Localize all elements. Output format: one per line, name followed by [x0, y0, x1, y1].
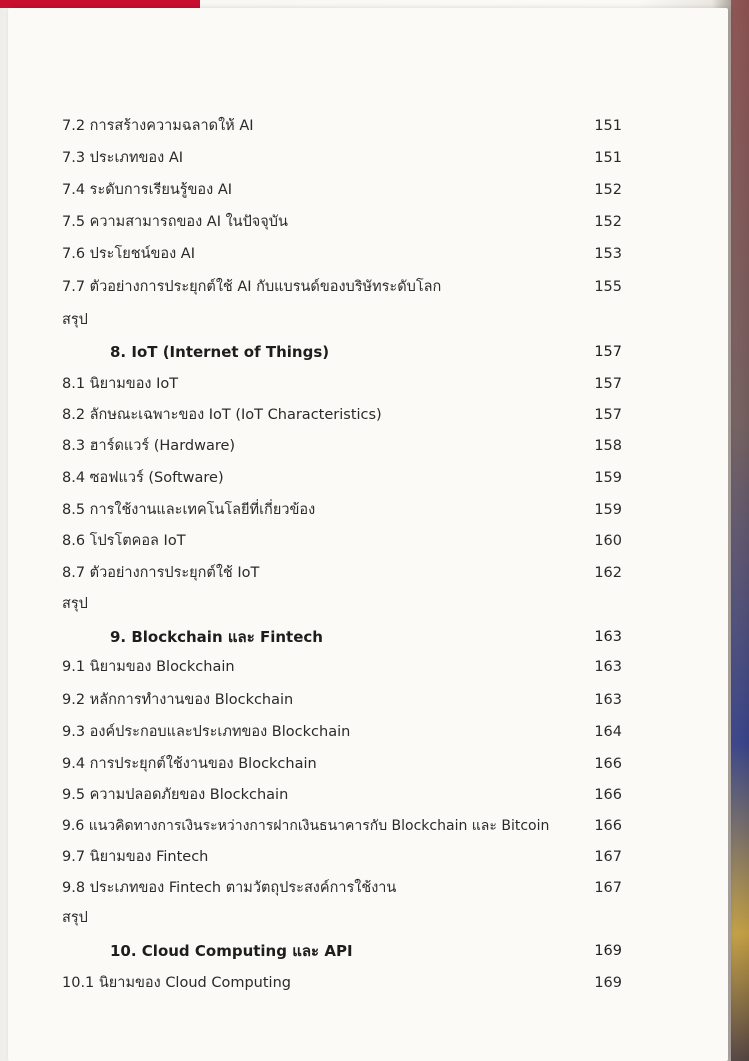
toc-entry-page: 153 [594, 246, 622, 262]
toc-entry-label: 9.7 นิยามของ Fintech [62, 849, 209, 865]
toc-entry [62, 275, 622, 299]
toc-entry-label: 7.4 ระดับการเรียนรู้ของ AI [62, 182, 233, 198]
toc-entry [62, 466, 622, 490]
toc-entry [62, 688, 622, 712]
toc-entry [62, 498, 622, 522]
toc-entry-page: 158 [594, 438, 622, 454]
toc-summary [62, 592, 622, 616]
toc-entry [62, 845, 622, 869]
toc-entry-page: 162 [594, 565, 622, 581]
toc-entry-page: 166 [594, 756, 622, 772]
toc-chapter-label: 9. Blockchain และ Fintech [110, 628, 323, 646]
toc-entry-label: 9.3 องค์ประกอบและประเภทของ Blockchain [62, 724, 351, 740]
toc-chapter-label: 10. Cloud Computing และ API [110, 942, 353, 960]
toc-entry [62, 971, 622, 995]
toc-entry-page: 159 [594, 470, 622, 486]
toc-entry-page: 155 [594, 279, 622, 295]
toc-chapter-heading [62, 625, 622, 649]
toc-summary [62, 308, 622, 332]
toc-entry-label: 9.5 ความปลอดภัยของ Blockchain [62, 787, 289, 803]
toc-entry [62, 876, 622, 900]
toc-entry-label: 8.6 โปรโตคอล IoT [62, 533, 186, 549]
toc-entry-label: 7.2 การสร้างความฉลาดให้ AI [62, 118, 254, 134]
toc-entry-label: สรุป [62, 910, 88, 926]
toc-entry-label: 9.1 นิยามของ Blockchain [62, 659, 235, 675]
toc-summary [62, 906, 622, 930]
toc-entry-label: 10.1 นิยามของ Cloud Computing [62, 975, 291, 991]
toc-entry-page: 163 [594, 692, 622, 708]
toc-entry [62, 372, 622, 396]
toc-entry-page: 166 [594, 818, 622, 834]
toc-entry-label: 9.4 การประยุกต์ใช้งานของ Blockchain [62, 756, 317, 772]
toc-chapter-heading [62, 939, 622, 963]
toc-chapter-label: 8. IoT (Internet of Things) [110, 343, 330, 361]
toc-chapter-page: 163 [594, 629, 622, 645]
toc-entry-page: 151 [594, 150, 622, 166]
toc-entry-page: 151 [594, 118, 622, 134]
toc-entry-label: 7.3 ประเภทของ AI [62, 150, 184, 166]
toc-entry-page: 167 [594, 849, 622, 865]
toc-entry [62, 561, 622, 585]
toc-entry-label: 7.7 ตัวอย่างการประยุกต์ใช้ AI กับแบรนด์ของบริษัทระดับโลก [62, 279, 442, 295]
toc-entry [62, 210, 622, 234]
toc-entry-label: 8.2 ลักษณะเฉพาะของ IoT (IoT Characteristics) [62, 407, 382, 423]
toc-entry [62, 752, 622, 776]
toc-chapter-heading [62, 340, 622, 364]
toc-entry-page: 157 [594, 376, 622, 392]
toc-entry-label: 8.7 ตัวอย่างการประยุกต์ใช้ IoT [62, 565, 260, 581]
toc-entry-page: 152 [594, 182, 622, 198]
toc-entry-page: 166 [594, 787, 622, 803]
toc-entry-label: สรุป [62, 312, 88, 328]
toc-entry-page: 160 [594, 533, 622, 549]
toc-entry [62, 655, 622, 679]
toc-entry-label: 8.4 ซอฟแวร์ (Software) [62, 470, 224, 486]
toc-entry-page: 169 [594, 975, 622, 991]
toc-entry-label: 9.8 ประเภทของ Fintech ตามวัตถุประสงค์การใช้งาน [62, 880, 397, 896]
toc-entry-page: 159 [594, 502, 622, 518]
toc-entry [62, 403, 622, 427]
toc-entry-label: 8.1 นิยามของ IoT [62, 376, 179, 392]
toc-entry [62, 814, 622, 838]
toc-entry-label: 8.3 ฮาร์ดแวร์ (Hardware) [62, 438, 236, 454]
toc-entry-page: 164 [594, 724, 622, 740]
toc-entry-page: 163 [594, 659, 622, 675]
toc-chapter-page: 169 [594, 943, 622, 959]
toc-entry-label: 8.5 การใช้งานและเทคโนโลยีที่เกี่ยวข้อง [62, 502, 316, 518]
toc-entry [62, 434, 622, 458]
toc-entry [62, 146, 622, 170]
toc-entry-label: สรุป [62, 596, 88, 612]
toc-entry-page: 157 [594, 407, 622, 423]
toc-entry-label: 9.2 หลักการทำงานของ Blockchain [62, 692, 294, 708]
toc-entry [62, 529, 622, 553]
toc-entry-page: 167 [594, 880, 622, 896]
toc-entry-label: 7.6 ประโยชน์ของ AI [62, 246, 195, 262]
toc-entry-label: 7.5 ความสามารถของ AI ในปัจจุบัน [62, 214, 288, 230]
toc-entry [62, 720, 622, 744]
toc-entry [62, 114, 622, 138]
toc-entry-page: 152 [594, 214, 622, 230]
toc-entry [62, 178, 622, 202]
toc-entry [62, 242, 622, 266]
toc-chapter-page: 157 [594, 344, 622, 360]
toc-entry [62, 783, 622, 807]
toc-entry-label: 9.6 แนวคิดทางการเงินระหว่างการฝากเงินธนาคารกับ Blockchain และ Bitcoin [62, 818, 550, 834]
